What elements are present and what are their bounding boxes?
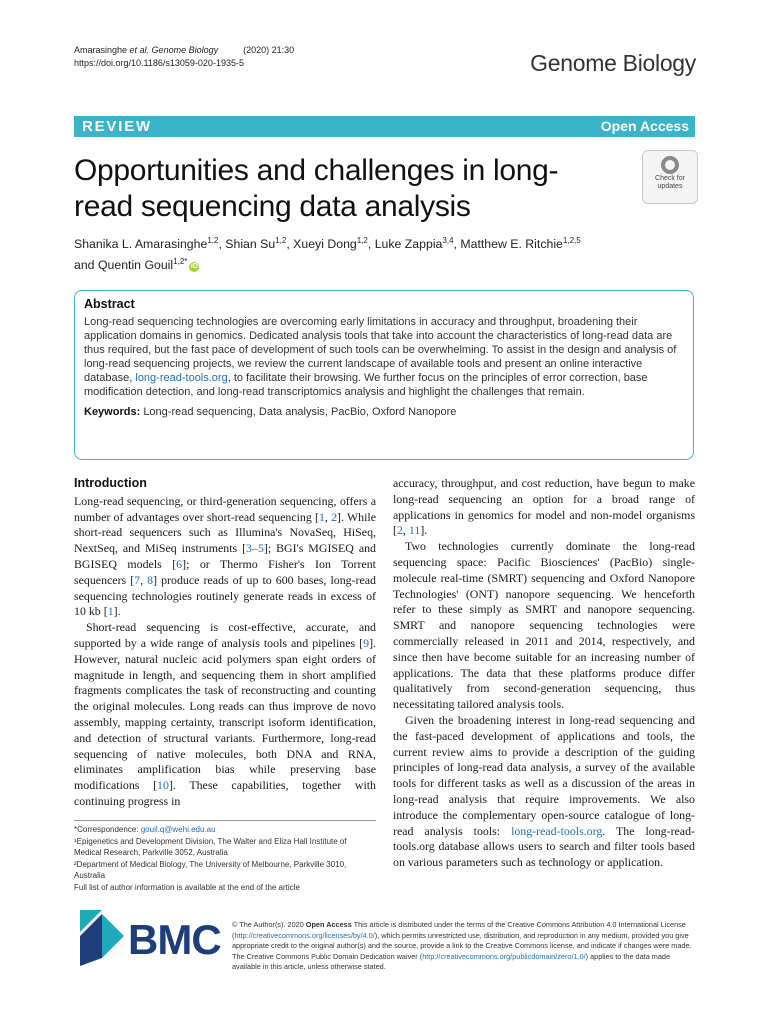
text-run: Long-read sequencing, or third-generation sequencing, offers a number of advantages over short-read sequencing [ <box>74 493 376 524</box>
text-run: accuracy, throughput, and cost reduction, have begun to make long-read sequencing an option for a broad range of applications in genomics for model and non-model organisms [ <box>393 476 695 538</box>
correspondence-note <box>74 824 376 835</box>
introduction-heading: Introduction <box>74 476 147 490</box>
text-run: ]. However, natural nucleic acid polymers span eight orders of magnitude in length, and sequencing them in short amplified fragments complicates the task of reconstructing and counting the original molecules. Long reads can thus improve de novo assembly, mapping certainty, transcript isoform identification, and detection of structural variants. Furthermore, long-read sequencing of native molecules, both DNA and RNA, eliminates amplification bias while preserving base modifications [ <box>74 635 376 793</box>
article-title: Opportunities and challenges in long-read sequencing data analysis <box>74 154 559 223</box>
author-name: Matthew E. Ritchie <box>460 237 563 252</box>
check-updates-line2: updates <box>657 183 683 190</box>
citation-link[interactable]: 7 <box>134 572 141 587</box>
author-name: Shian Su <box>225 237 276 252</box>
abstract-box <box>74 290 694 460</box>
doi-link[interactable]: https://doi.org/10.1186/s13059-020-1935-5 <box>74 58 244 68</box>
cc-zero-waiver-link[interactable]: http://creativecommons.org/publicdomain/zero/1.0/ <box>422 951 586 961</box>
intro-paragraph-2 <box>74 620 376 810</box>
intro-paragraph-1 <box>74 494 376 620</box>
keywords-list: Long-read sequencing, Data analysis, PacBio, Oxford Nanopore <box>143 406 457 419</box>
author-name: Luke Zappia <box>374 237 443 252</box>
citation-journal: et al. Genome Biology <box>129 45 219 55</box>
correspondence-label: *Correspondence: <box>74 825 141 834</box>
author-affiliation: 1,2 <box>356 236 368 245</box>
correspondence-email-link[interactable]: gouil.q@wehi.edu.au <box>140 825 216 834</box>
open-access-label: Open Access <box>600 118 689 134</box>
license-statement <box>232 920 698 973</box>
intro-paragraph-4: Two technologies currently dominate the long-read sequencing space: Pacific Biosciences' (PacBio) single-molecule real-time (SMRT) sequencing and Oxford Nanopore Technologies' (ONT) nanopore sequencing. We henceforth refer to these simply as SMRT and nanopore sequencing. SMRT and nanopore sequencing technologies were commercially released in 2011 and 2014, respectively, and since then have become suitable for an increasing number of applications. The data that these platforms produce differ qualitatively from second-generation sequencing, thus necessitating tailored analysis tools. <box>393 539 695 712</box>
authors-conjunction: and <box>74 258 95 273</box>
keywords <box>84 406 684 418</box>
abstract-text <box>84 316 684 399</box>
text-run: , <box>140 572 148 587</box>
bmc-logo[interactable] <box>80 908 220 968</box>
bmc-logo-mark-icon <box>80 910 124 966</box>
text-run: ]. <box>113 604 121 619</box>
keywords-label: Keywords: <box>84 406 141 419</box>
abstract-text-part: , to facilitate their browsing. We further focus on the principles of error correction, base modification detection, and long-read transcriptomics analysis and highlight the challenges that remain. <box>84 371 648 398</box>
long-read-tools-link[interactable]: long-read-tools.org <box>511 823 603 838</box>
author-name: Shanika L. Amarasinghe <box>74 237 208 252</box>
text-run: This article is distributed under the terms of the Creative Commons Attribution 4.0 International License ( <box>232 920 686 940</box>
author-affiliation: 1,2* <box>173 257 188 267</box>
citation-link[interactable]: 2 <box>396 523 403 538</box>
journal-logo[interactable]: Genome Biology <box>530 50 696 76</box>
author-list: Shanika L. Amarasinghe$^{1,2}$, Shian Su$^{1,2}$, Xueyi Dong$^{1,2}$, Luke Zappia$^{3,4}$, Matthew E. Ritchie$^{1,2,5}$ and Quentin Gouil$^{1,2*}$iD <box>74 236 581 273</box>
text-run: , <box>324 509 332 524</box>
text-run: ] produce reads of up to 600 bases, long-read sequencing technologies routinely generate reads in excess of 10 kb [ <box>74 572 377 619</box>
orcid-icon[interactable]: iD <box>190 263 198 271</box>
author-affiliation: 1,2,5 <box>562 236 581 245</box>
article-type-label: REVIEW <box>82 118 152 135</box>
citation-link[interactable]: 6 <box>176 556 183 571</box>
citation-link[interactable]: 9 <box>363 635 370 650</box>
cc-by-license-link[interactable]: http://creativecommons.org/licenses/by/4.0/ <box>234 930 375 940</box>
text-run: ), which permits unrestricted use, distribution, and reproduction in any medium, provided you give appropriate credit to the original author(s) and the source, provide a link to the Creative Commons license, and indicate if changes were made. The Creative Commons Public Domain Dedication waiver ( <box>232 930 692 961</box>
affiliation-2: ²Department of Medical Biology, The University of Melbourne, Parkville 3010, Australia <box>74 860 347 880</box>
text-run: ]. These capabilities, together with continuing progress in <box>74 778 377 808</box>
citation-link[interactable]: 2 <box>331 509 338 524</box>
citation-link[interactable]: 1 <box>107 604 114 619</box>
citation-authors: Amarasinghe <box>74 45 128 55</box>
text-run: ]. While short-read sequencers such as Illumina's NovaSeq, HiSeq, NextSeq, and MiSeq instruments [ <box>74 509 377 556</box>
text-run: , <box>402 523 409 538</box>
check-for-updates-button[interactable] <box>642 150 698 204</box>
intro-paragraph-3 <box>393 476 695 539</box>
text-run: © The Author(s). 2020 <box>232 920 306 929</box>
open-access-inline: Open Access <box>305 920 352 929</box>
text-run: ]. <box>420 523 428 538</box>
text-run: Short-read sequencing is cost-effective, accurate, and supported by a wide range of analysis tools and pipelines [ <box>74 620 376 650</box>
affiliation-1: ¹Epigenetics and Development Division, The Walter and Eliza Hall Institute of Medical Research, Parkville 3052, Australia <box>74 837 347 857</box>
citation-link[interactable]: 3–5 <box>246 541 264 556</box>
footnotes <box>74 820 376 894</box>
citation-link[interactable]: 11 <box>408 523 421 538</box>
intro-paragraph-5 <box>393 713 695 871</box>
long-read-tools-link[interactable]: long-read-tools.org <box>135 371 228 384</box>
author-affiliation: 1,2 <box>275 236 287 245</box>
text-run: ) applies to the data made available in this article, unless otherwise stated. <box>232 951 671 971</box>
citation-link[interactable]: 10 <box>157 778 169 793</box>
bmc-logo-text: BMC <box>128 916 221 963</box>
crossmark-icon <box>661 156 679 174</box>
body-column-left <box>74 476 376 810</box>
author-affiliation: 3,4 <box>442 236 454 245</box>
citation-year-page: (2020) 21:30 <box>243 45 295 55</box>
abstract-text-part: Long-read sequencing technologies are overcoming early limitations in accuracy and throughput, broadening their application domains in genomics. Dedicated analysis tools that take into account the characteristics of long-read data are thus required, but the fast pace of development of such tools can be overwhelming. To assist in the design and analysis of long-read sequencing projects, we review the current landscape of available tools and present an online interactive database, <box>84 316 677 384</box>
text-run: ]; BGI's MGISEQ and BGISEQ models [ <box>74 541 376 571</box>
author-info-note: Full list of author information is available at the end of the article <box>74 883 300 892</box>
article-type-band <box>74 116 695 137</box>
abstract-heading: Abstract <box>84 297 135 311</box>
text-run: ]; or Thermo Fisher's Ion Torrent sequencers [ <box>74 556 376 587</box>
text-run: . The long-read-tools.org database allows users to search and filter tools based on various parameters such as technology or application. <box>393 823 695 870</box>
text-run: Given the broadening interest in long-read sequencing and the fast-paced development of applications and tools, the current review aims to provide a description of the guiding principles of long-read data analysis, a survey of the available tools for different tasks as well as a discussion of the areas in long-read analysis that require improvements. We also introduce the complementary open-source catalogue of long-read analysis tools: <box>393 712 695 838</box>
body-column-right <box>393 476 695 871</box>
author-name: Xueyi Dong <box>293 237 357 252</box>
author-name: Quentin Gouil <box>97 258 174 273</box>
check-updates-line1: Check for <box>655 175 685 182</box>
citation-link[interactable]: 1 <box>318 509 325 524</box>
article-citation <box>74 44 294 70</box>
author-affiliation: 1,2 <box>207 236 219 245</box>
citation-link[interactable]: 8 <box>147 572 154 587</box>
